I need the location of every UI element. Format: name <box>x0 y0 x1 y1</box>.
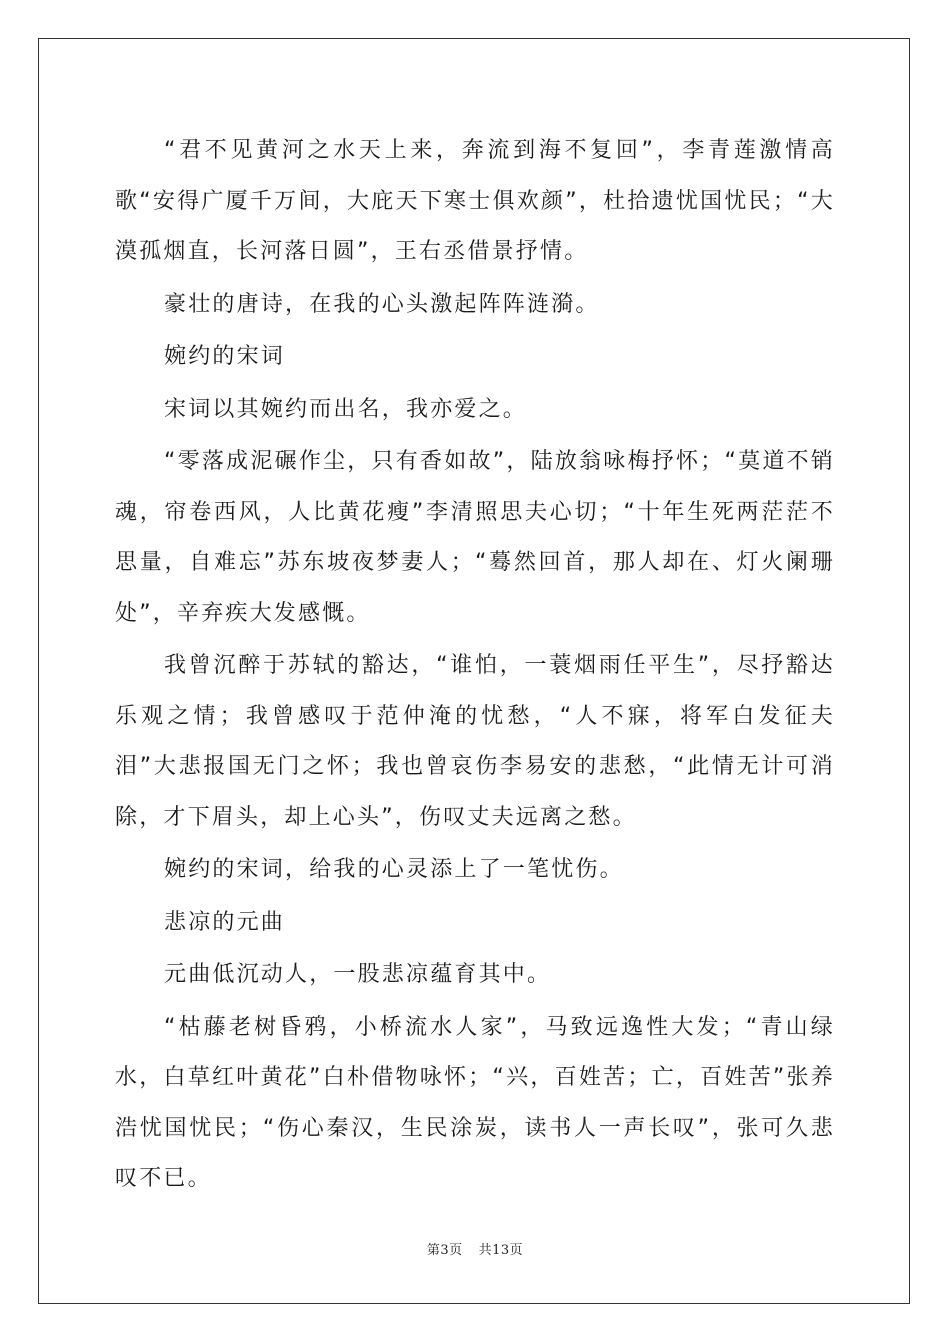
paragraph-yuan-intro: 元曲低沉动人，一股悲凉蕴育其中。 <box>164 962 552 987</box>
document-body <box>115 126 835 1207</box>
section-heading-song-ci: 婉约的宋词 <box>164 344 286 369</box>
paragraph-song-intro: 宋词以其婉约而出名，我亦爱之。 <box>164 396 528 422</box>
paragraph-song-summary: 婉约的宋词，给我的心灵添上了一笔忧伤。 <box>164 857 624 882</box>
paragraph-song-reflection: 我曾沉醉于苏轼的豁达，“谁怕，一蓑烟雨任平生”，尽抒豁达乐观之情；我曾感叹于范仲淹的忧愁，“人不寐，将军白发征夫泪”大悲报国无门之怀；我也曾哀伤李易安的悲愁，“此情无计可消除，才下眉头，却上心头”，伤叹丈夫远离之愁。 <box>115 653 835 830</box>
page-total: 共13页 <box>478 1243 524 1258</box>
paragraph-song-quotes: “零落成泥碾作尘，只有香如故”，陆放翁咏梅抒怀；“莫道不销魂，帘卷西风，人比黄花瘦”李清照思夫心切；“十年生死两茫茫不思量，自难忘”苏东坡夜梦妻人；“蓦然回首，那人却在、灯火阑珊处”，辛弃疾大发感慨。 <box>115 449 835 626</box>
paragraph-tang-summary: 豪壮的唐诗，在我的心头激起阵阵涟漪。 <box>164 291 600 317</box>
page-number: 第3页 <box>426 1243 463 1258</box>
paragraph-yuan-quotes: “枯藤老树昏鸦，小桥流水人家”，马致远逸性大发；“青山绿水，白草红叶黄花”白朴借物咏怀；“兴，百姓苦；亡，百姓苦”张养浩忧国忧民；“伤心秦汉，生民涂炭，读书人一声长叹”，张可久悲叹不已。 <box>115 1014 835 1191</box>
paragraph-tang-poems: “君不见黄河之水天上来，奔流到海不复回”，李青莲激情高歌“安得广厦千万间，大庇天下寒士俱欢颜”，杜拾遗忧国忧民；“大漠孤烟直，长河落日圆”，王右丞借景抒情。 <box>115 138 835 264</box>
page-footer <box>0 1239 950 1258</box>
section-heading-yuan-qu: 悲凉的元曲 <box>164 909 286 935</box>
